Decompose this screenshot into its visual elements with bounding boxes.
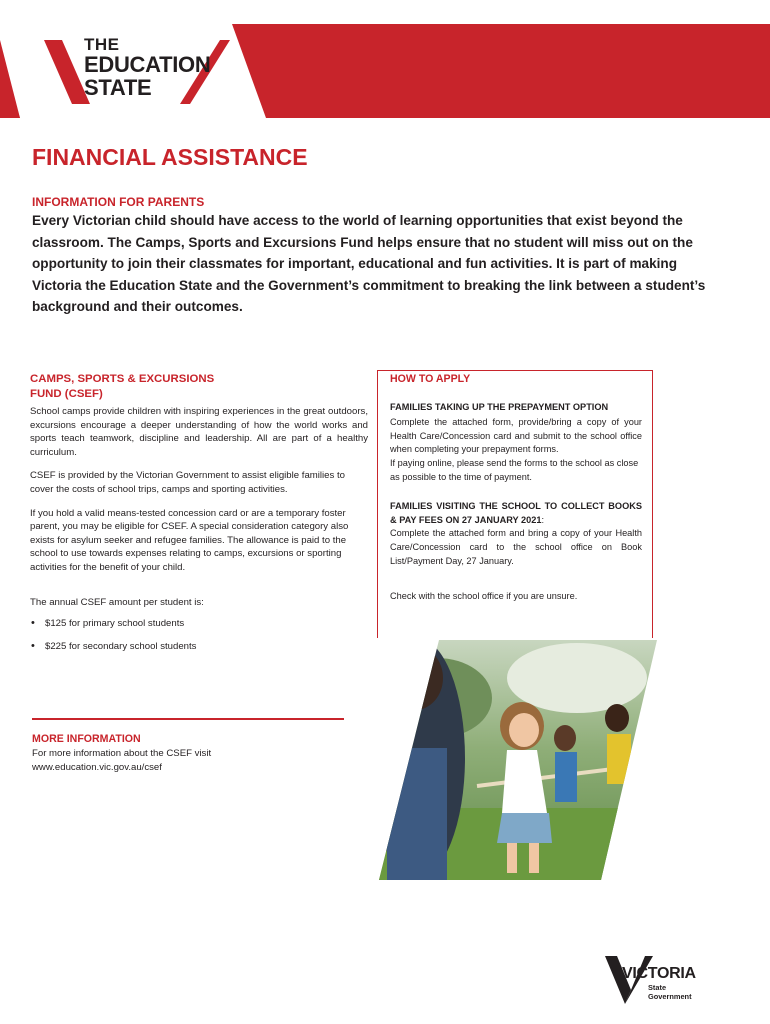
prepay-text: Complete the attached form, provide/bring a copy of your Health Care/Concession card and submit to the school office when completing your prepayment forms.: [390, 417, 642, 455]
children-tug-of-war-photo: [377, 638, 657, 883]
page-title: FINANCIAL ASSISTANCE: [32, 144, 308, 170]
csef-link[interactable]: www.education.vic.gov.au/csef: [32, 761, 162, 773]
state-government-text: [648, 984, 692, 1001]
csef-amount-list: [30, 617, 368, 653]
list-item: • $225 for secondary school students: [30, 640, 368, 654]
vic-sub-line2: Government: [648, 991, 692, 1001]
victoria-wordmark: VICTORIA: [622, 965, 696, 982]
apply-footer: Check with the school office if you are unsure.: [390, 591, 578, 602]
logo-line-state: STATE: [84, 75, 152, 100]
csef-heading-line1: CAMPS, SPORTS & EXCURSIONS: [30, 373, 215, 385]
logo-line-education: EDUCATION: [84, 52, 211, 77]
prepay-online-text: If paying online, please send the forms to the school as close as possible to the time of payment.: [390, 457, 639, 482]
csef-section: [30, 372, 368, 662]
visit-text: Complete the attached form and bring a copy of your Health Care/Concession card to the school office on Book List/Payment Day, 27 January.: [390, 528, 642, 566]
visit-heading-colon: :: [541, 514, 545, 525]
csef-para-camps: School camps provide children with inspiring experiences in the great outdoors, excursions encourage a deeper understanding of how the world works and sports teach teamwork, discipline and leadership. All are part of a healthy curriculum.: [30, 406, 368, 458]
visit-heading-wrap: [390, 500, 642, 527]
education-state-logo: [84, 36, 210, 99]
more-info-heading: MORE INFORMATION: [32, 733, 141, 745]
prepay-heading: FAMILIES TAKING UP THE PREPAYMENT OPTION: [390, 401, 609, 412]
vic-sub-line1: State: [648, 983, 667, 992]
section-divider: [32, 718, 344, 720]
how-to-apply-box: [377, 370, 653, 638]
csef-amount-intro: The annual CSEF amount per student is:: [30, 596, 204, 608]
csef-heading: [30, 372, 368, 402]
info-for-parents-heading: INFORMATION FOR PARENTS: [32, 195, 205, 209]
list-item: • $125 for primary school students: [30, 617, 368, 631]
csef-para-provided: CSEF is provided by the Victorian Government to assist eligible families to cover the costs of school trips, camps and sporting activities.: [30, 470, 345, 495]
csef-para-eligibility: If you hold a valid means-tested concession card or are a temporary foster parent, you may be eligible for CSEF. A special consideration category also exists for asylum seeker and refugee families. The allowance is paid to the school to use towards expenses relating to camps, excursions or sporting activities for the benefit of your child.: [30, 507, 349, 573]
logo-line-the: THE: [84, 35, 120, 54]
csef-heading-line2: FUND (CSEF): [30, 388, 103, 400]
intro-paragraph: Every Victorian child should have access to the world of learning opportunities that exist beyond the classroom. The Camps, Sports and Excursions Fund helps ensure that no student will miss out on the opportunity to join their classmates for important, educational and fun activities. It is part of making Victoria the Education State and the Government’s commitment to breaking the link between a student’s background and their outcomes.: [32, 213, 706, 314]
more-info-line: For more information about the CSEF visit: [32, 748, 212, 759]
more-info-section: [32, 732, 362, 774]
how-to-apply-heading: HOW TO APPLY: [390, 373, 471, 385]
visit-heading: FAMILIES VISITING THE SCHOOL TO COLLECT BOOKS & PAY FEES ON 27 JANUARY 2021: [390, 501, 642, 525]
